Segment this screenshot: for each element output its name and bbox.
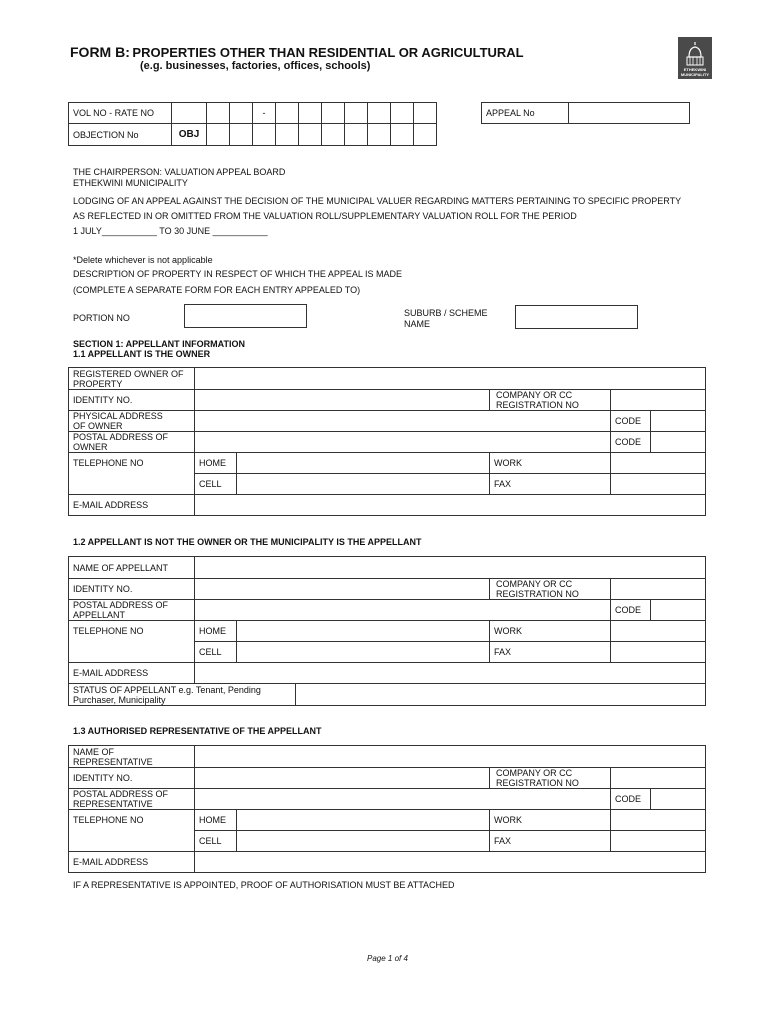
owner-email-label: E-MAIL ADDRESS: [69, 495, 195, 516]
rep-postal-code-field[interactable]: [651, 789, 706, 810]
representative-info-table: [68, 745, 706, 873]
rep-company-field[interactable]: [611, 768, 706, 789]
owner-physical-label: PHYSICAL ADDRESS OF OWNER: [69, 411, 195, 432]
owner-fax-label: FAX: [490, 474, 611, 495]
appellant-telephone-label: TELEPHONE NO: [69, 621, 195, 663]
objection-no-label: OBJECTION No: [69, 124, 172, 146]
lodging-text-2: AS REFLECTED IN OR OMITTED FROM THE VALUATION ROLL/SUPPLEMENTARY VALUATION ROLL FOR THE PERIOD: [73, 211, 577, 221]
owner-company-field[interactable]: [611, 390, 706, 411]
owner-telephone-label: TELEPHONE NO: [69, 453, 195, 495]
portion-no-label: PORTION NO: [73, 313, 130, 323]
vol-rate-separator: -: [253, 103, 276, 124]
owner-physical-code-field[interactable]: [651, 411, 706, 432]
rep-email-field[interactable]: [195, 852, 706, 873]
section11-heading: 1.1 APPELLANT IS THE OWNER: [73, 349, 211, 359]
owner-work-label: WORK: [490, 453, 611, 474]
vol-digit-3[interactable]: [230, 103, 253, 124]
rep-fax-field[interactable]: [611, 831, 706, 852]
appellant-info-table: [68, 556, 706, 706]
owner-work-field[interactable]: [611, 453, 706, 474]
appeal-no-table: [481, 102, 690, 124]
appeal-no-field[interactable]: [569, 103, 690, 124]
obj-digit-4[interactable]: [276, 124, 299, 146]
municipality-logo: [678, 37, 712, 79]
rate-digit-5[interactable]: [368, 103, 391, 124]
rep-postal-code-label: CODE: [611, 789, 651, 810]
appellant-postal-field[interactable]: [195, 600, 611, 621]
appellant-postal-code-field[interactable]: [651, 600, 706, 621]
delete-note: *Delete whichever is not applicable: [73, 255, 213, 265]
obj-digit-10[interactable]: [414, 124, 437, 146]
lodging-text-1: LODGING OF AN APPEAL AGAINST THE DECISION OF THE MUNICIPAL VALUER REGARDING MATTERS PERTAINING TO SPECIFIC PROPERTY: [73, 196, 682, 206]
owner-info-table: [68, 367, 706, 516]
appellant-work-label: WORK: [490, 621, 611, 642]
appellant-postal-code-label: CODE: [611, 600, 651, 621]
rep-identity-label: IDENTITY NO.: [69, 768, 195, 789]
owner-identity-field[interactable]: [195, 390, 490, 411]
appellant-identity-label: IDENTITY NO.: [69, 579, 195, 600]
appellant-company-field[interactable]: [611, 579, 706, 600]
rep-name-label: NAME OF REPRESENTATIVE: [69, 746, 195, 768]
appellant-email-label: E-MAIL ADDRESS: [69, 663, 195, 684]
owner-postal-label: POSTAL ADDRESS OF OWNER: [69, 432, 195, 453]
appellant-identity-field[interactable]: [195, 579, 490, 600]
appellant-cell-label: CELL: [195, 642, 237, 663]
separate-form-note: (COMPLETE A SEPARATE FORM FOR EACH ENTRY APPEALED TO): [73, 285, 361, 295]
appellant-name-label: NAME OF APPELLANT: [69, 557, 195, 579]
owner-email-field[interactable]: [195, 495, 706, 516]
obj-digit-9[interactable]: [391, 124, 414, 146]
page-number: Page 1 of 4: [367, 954, 408, 963]
owner-postal-code-label: CODE: [611, 432, 651, 453]
reference-number-table: [68, 102, 437, 146]
rep-telephone-label: TELEPHONE NO: [69, 810, 195, 852]
vol-no-label: VOL NO - RATE NO: [69, 103, 172, 124]
obj-digit-8[interactable]: [368, 124, 391, 146]
form-subtitle: (e.g. businesses, factories, offices, schools): [140, 60, 371, 72]
owner-fax-field[interactable]: [611, 474, 706, 495]
rep-home-field[interactable]: [237, 810, 490, 831]
appellant-cell-field[interactable]: [237, 642, 490, 663]
rate-digit-2[interactable]: [299, 103, 322, 124]
appellant-email-field[interactable]: [195, 663, 706, 684]
section13-heading: 1.3 AUTHORISED REPRESENTATIVE OF THE APPELLANT: [73, 726, 322, 736]
rate-digit-6[interactable]: [391, 103, 414, 124]
rate-digit-1[interactable]: [276, 103, 299, 124]
appellant-status-field[interactable]: [296, 684, 706, 706]
rate-digit-7[interactable]: [414, 103, 437, 124]
appellant-fax-field[interactable]: [611, 642, 706, 663]
rep-postal-label: POSTAL ADDRESS OF REPRESENTATIVE: [69, 789, 195, 810]
vol-digit-2[interactable]: [207, 103, 230, 124]
section1-heading: SECTION 1: APPELLANT INFORMATION: [73, 339, 245, 349]
rep-postal-field[interactable]: [195, 789, 611, 810]
owner-home-label: HOME: [195, 453, 237, 474]
appellant-company-label: COMPANY OR CC REGISTRATION NO: [490, 579, 611, 600]
obj-digit-5[interactable]: [299, 124, 322, 146]
rep-cell-label: CELL: [195, 831, 237, 852]
owner-company-label: COMPANY OR CC REGISTRATION NO: [490, 390, 611, 411]
appeal-no-label: APPEAL No: [482, 103, 569, 124]
form-title-text: PROPERTIES OTHER THAN RESIDENTIAL OR AGRICULTURAL: [132, 45, 524, 60]
suburb-scheme-field[interactable]: [515, 305, 638, 329]
suburb-label-1: SUBURB / SCHEME: [404, 308, 488, 318]
rep-name-field[interactable]: [195, 746, 706, 768]
owner-cell-label: CELL: [195, 474, 237, 495]
appellant-fax-label: FAX: [490, 642, 611, 663]
proof-authorisation-note: IF A REPRESENTATIVE IS APPOINTED, PROOF OF AUTHORISATION MUST BE ATTACHED: [73, 880, 455, 890]
portion-no-field[interactable]: [184, 304, 307, 328]
obj-digit-7[interactable]: [345, 124, 368, 146]
rep-fax-label: FAX: [490, 831, 611, 852]
section12-heading: 1.2 APPELLANT IS NOT THE OWNER OR THE MUNICIPALITY IS THE APPELLANT: [73, 537, 422, 547]
owner-cell-field[interactable]: [237, 474, 490, 495]
rate-digit-3[interactable]: [322, 103, 345, 124]
owner-home-field[interactable]: [237, 453, 490, 474]
owner-identity-label: IDENTITY NO.: [69, 390, 195, 411]
period-line[interactable]: 1 JULY___________ TO 30 JUNE ___________: [73, 226, 268, 236]
form-label: FORM B:: [70, 44, 130, 60]
owner-physical-field[interactable]: [195, 411, 611, 432]
suburb-label-2: NAME: [404, 319, 431, 329]
owner-postal-field[interactable]: [195, 432, 611, 453]
obj-digit-6[interactable]: [322, 124, 345, 146]
rep-work-field[interactable]: [611, 810, 706, 831]
logo-text: ETHEKWINI MUNICIPALITY: [680, 67, 710, 77]
vol-digit-1[interactable]: [172, 103, 207, 124]
description-heading: DESCRIPTION OF PROPERTY IN RESPECT OF WHICH THE APPEAL IS MADE: [73, 269, 403, 279]
obj-prefix: OBJ: [172, 124, 207, 146]
obj-digit-3[interactable]: [253, 124, 276, 146]
rep-work-label: WORK: [490, 810, 611, 831]
owner-physical-code-label: CODE: [611, 411, 651, 432]
rate-digit-4[interactable]: [345, 103, 368, 124]
reg-owner-field[interactable]: [195, 368, 706, 390]
appellant-work-field[interactable]: [611, 621, 706, 642]
reg-owner-label: REGISTERED OWNER OF PROPERTY: [69, 368, 195, 390]
addressee-line-1: THE CHAIRPERSON: VALUATION APPEAL BOARD: [73, 167, 286, 177]
rep-company-label: COMPANY OR CC REGISTRATION NO: [490, 768, 611, 789]
rep-home-label: HOME: [195, 810, 237, 831]
rep-cell-field[interactable]: [237, 831, 490, 852]
appellant-home-field[interactable]: [237, 621, 490, 642]
rep-email-label: E-MAIL ADDRESS: [69, 852, 195, 873]
owner-postal-code-field[interactable]: [651, 432, 706, 453]
rep-identity-field[interactable]: [195, 768, 490, 789]
appellant-home-label: HOME: [195, 621, 237, 642]
obj-digit-2[interactable]: [230, 124, 253, 146]
appellant-status-label: STATUS OF APPELLANT e.g. Tenant, Pending Purchaser, Municipality: [69, 684, 296, 706]
addressee-line-2: ETHEKWINI MUNICIPALITY: [73, 178, 188, 188]
obj-digit-1[interactable]: [207, 124, 230, 146]
appellant-name-field[interactable]: [195, 557, 706, 579]
appellant-postal-label: POSTAL ADDRESS OF APPELLANT: [69, 600, 195, 621]
